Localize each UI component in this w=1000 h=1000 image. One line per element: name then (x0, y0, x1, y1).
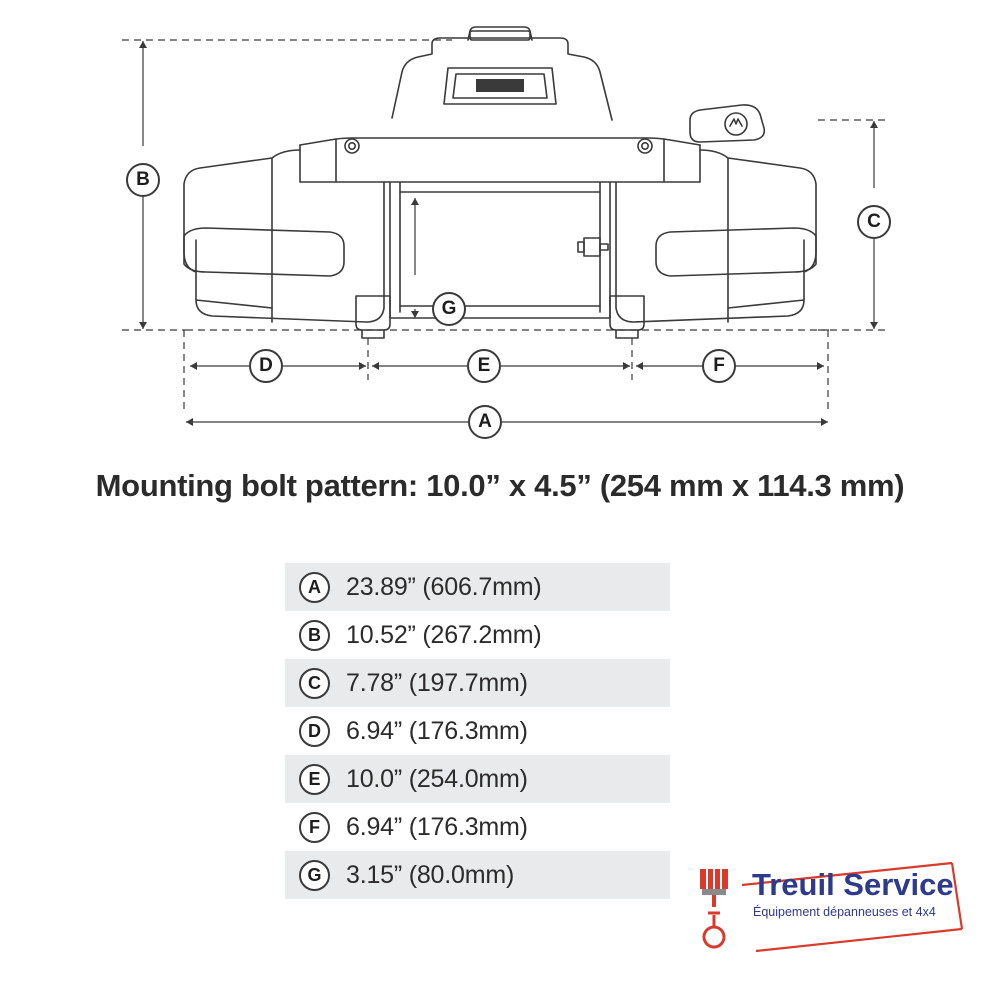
logo-tagline: Équipement dépanneuses et 4x4 (753, 905, 936, 919)
row-badge-g: G (299, 860, 330, 891)
dimension-table (285, 563, 670, 899)
treuil-service-logo (690, 855, 970, 965)
svg-text:WARN: WARN (484, 81, 516, 91)
table-row (285, 803, 670, 851)
row-badge-b: B (299, 620, 330, 651)
row-badge-a: A (299, 572, 330, 603)
callout-badge-e: E (467, 349, 501, 383)
row-value-d: 6.94” (176.3mm) (346, 716, 528, 745)
paint-roller-icon (700, 869, 728, 907)
row-value-a: 23.89” (606.7mm) (346, 572, 542, 601)
row-value-b: 10.52” (267.2mm) (346, 620, 542, 649)
callout-badge-g: G (432, 292, 466, 326)
logo-name: Treuil Service (752, 867, 954, 902)
table-row (285, 851, 670, 899)
callout-badge-a: A (468, 405, 502, 439)
hook-icon (704, 913, 724, 947)
row-badge-d: D (299, 716, 330, 747)
callout-badge-b: B (126, 163, 160, 197)
row-value-g: 3.15” (80.0mm) (346, 860, 515, 889)
row-badge-e: E (299, 764, 330, 795)
row-badge-f: F (299, 812, 330, 843)
table-row (285, 563, 670, 611)
table-row (285, 755, 670, 803)
table-row (285, 707, 670, 755)
winch-dimension-drawing (0, 0, 1000, 455)
table-row (285, 659, 670, 707)
callout-badge-c: C (857, 205, 891, 239)
callout-badge-f: F (702, 349, 736, 383)
row-value-f: 6.94” (176.3mm) (346, 812, 528, 841)
callout-badge-d: D (249, 349, 283, 383)
mounting-bolt-pattern-caption: Mounting bolt pattern: 10.0” x 4.5” (254 mm x 114.3 mm) (95, 468, 905, 503)
row-value-e: 10.0” (254.0mm) (346, 764, 528, 793)
table-row (285, 611, 670, 659)
row-badge-c: C (299, 668, 330, 699)
row-value-c: 7.78” (197.7mm) (346, 668, 528, 697)
